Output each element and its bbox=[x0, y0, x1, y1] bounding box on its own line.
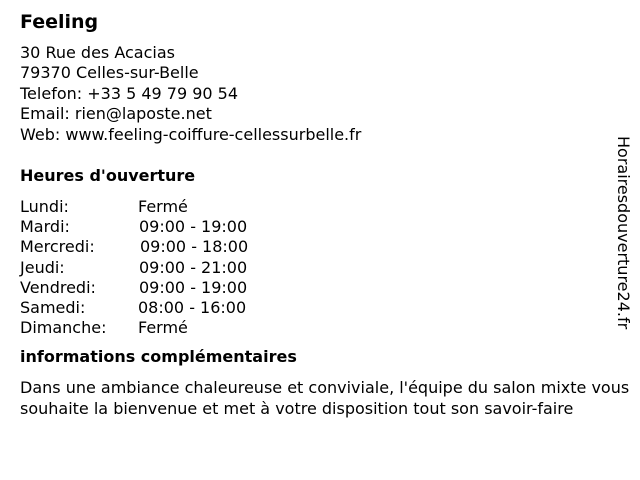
contact-details bbox=[20, 43, 620, 145]
site-watermark: Horairesdouverture24.fr bbox=[614, 136, 633, 330]
hours-value: Fermé bbox=[138, 318, 188, 338]
opening-hours-table bbox=[20, 197, 620, 338]
day-label: Vendredi: bbox=[20, 277, 96, 297]
hours-value: 09:00 - 18:00 bbox=[140, 237, 249, 257]
opening-hours-heading: Heures d'ouverture bbox=[20, 166, 196, 186]
phone-line: Telefon: +33 5 49 79 90 54 bbox=[20, 83, 239, 103]
hours-value: 09:00 - 19:00 bbox=[139, 277, 248, 297]
hours-row-monday bbox=[20, 197, 620, 217]
hours-value: 09:00 - 21:00 bbox=[139, 257, 248, 277]
hours-row-sunday bbox=[20, 318, 620, 338]
day-label: Samedi: bbox=[20, 297, 86, 317]
day-label: Lundi: bbox=[20, 197, 69, 217]
day-label: Dimanche: bbox=[20, 318, 107, 338]
address-line-2: 79370 Celles-sur-Belle bbox=[20, 63, 199, 83]
additional-info-heading: informations complémentaires bbox=[20, 347, 297, 367]
website-line: Web: www.feeling-coiffure-cellessurbelle.fr bbox=[20, 124, 362, 144]
hours-row-wednesday bbox=[20, 237, 620, 257]
hours-row-saturday bbox=[20, 298, 620, 318]
hours-row-tuesday bbox=[20, 217, 620, 237]
hours-value: Fermé bbox=[138, 197, 188, 217]
business-name: Feeling bbox=[20, 11, 99, 33]
additional-info-text: Dans une ambiance chaleureuse et conviviale, l'équipe du salon mixte vous souhaite la bienvenue et met à votre disposition tout son savoir-faire bbox=[20, 378, 630, 418]
day-label: Jeudi: bbox=[20, 257, 65, 277]
hours-row-friday bbox=[20, 278, 620, 298]
day-label: Mercredi: bbox=[20, 237, 95, 257]
email-line: Email: rien@laposte.net bbox=[20, 104, 212, 124]
day-label: Mardi: bbox=[20, 217, 70, 237]
address-line-1: 30 Rue des Acacias bbox=[20, 43, 175, 62]
hours-row-thursday bbox=[20, 258, 620, 278]
hours-value: 08:00 - 16:00 bbox=[138, 297, 247, 317]
hours-value: 09:00 - 19:00 bbox=[139, 217, 248, 237]
